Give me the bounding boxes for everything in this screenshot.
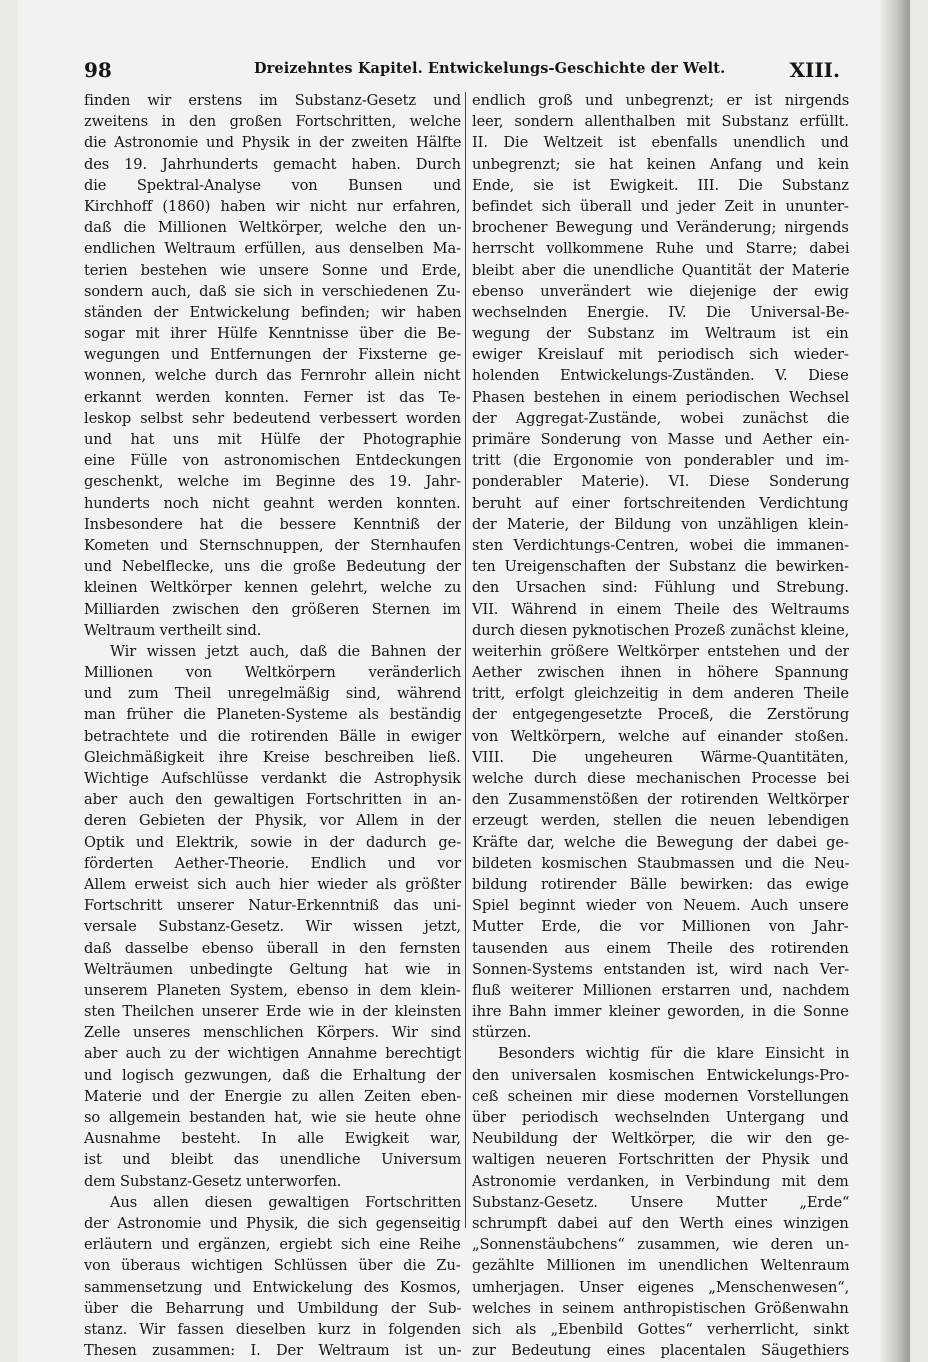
text-line: Ende, sie ist Ewigkeit. III. Die Substanz	[472, 176, 849, 194]
text-line: unbegrenzt; sie hat keinen Anfang und kein	[472, 155, 849, 173]
text-line: wegungen und Entfernungen der Fixsterne ge-	[84, 346, 461, 364]
text-line: terien bestehen wie unsere Sonne und Erde,	[84, 261, 461, 279]
text-line: ewiger Kreislauf mit periodisch sich wieder-	[472, 346, 849, 364]
text-line: über periodisch wechselnden Untergang und	[472, 1109, 849, 1126]
text-line: schrumpft dabei auf den Werth eines winzigen	[472, 1214, 849, 1232]
column-divider	[465, 92, 466, 1228]
text-line: Mutter Erde, die vor Millionen von Jahr-	[472, 918, 849, 936]
text-line: durch diesen pyknotischen Prozeß zunächst kleine,	[472, 621, 849, 639]
text-line: ist und bleibt das unendliche Universum	[84, 1151, 461, 1169]
text-line: erkannt werden konnten. Ferner ist das Te-	[84, 388, 461, 406]
text-line: und Nebelflecke, uns die große Bedeutung der	[84, 558, 461, 576]
text-line: stanz. Wir fassen dieselben kurz in folgenden	[84, 1320, 461, 1338]
text-line: leskop selbst sehr bedeutend verbessert worden	[84, 409, 461, 427]
text-line: Ausnahme besteht. In alle Ewigkeit war,	[84, 1130, 461, 1148]
text-line: zweitens in den großen Fortschritten, welche	[84, 113, 461, 131]
text-line: ihre Bahn immer kleiner geworden, in die Sonne	[472, 1003, 849, 1021]
text-line: und hat uns mit Hülfe der Photographie	[84, 431, 461, 448]
text-line: Millionen von Weltkörpern veränderlich	[84, 664, 461, 682]
text-line: Zelle unseres menschlichen Körpers. Wir sind	[84, 1024, 461, 1042]
text-line: hunderts noch nicht geahnt werden konnten.	[84, 494, 461, 512]
text-line: Optik und Elektrik, sowie in der dadurch ge-	[84, 833, 461, 851]
text-line: herrscht vollkommene Ruhe und Starre; dabei	[472, 240, 849, 258]
text-line: „Sonnenstäubchens“ zusammen, wie deren un-	[472, 1236, 849, 1254]
page-header	[84, 58, 840, 84]
text-line: Thesen zusammen: I. Der Weltraum ist un-	[84, 1342, 461, 1360]
text-line: tausenden aus einem Theile des rotirenden	[472, 939, 849, 957]
text-line: Weltraum vertheilt sind.	[84, 621, 262, 639]
text-line: Phasen bestehen in einem periodischen Wechsel	[472, 388, 849, 406]
text-line: und zum Theil unregelmäßig sind, während	[84, 685, 461, 703]
text-line: gezählte Millionen im unendlichen Weltenraum	[472, 1257, 849, 1275]
text-line: daß dasselbe ebenso überall in den fernsten	[84, 939, 461, 957]
text-line: ebenso unverändert wie diejenige der ewig	[472, 282, 849, 300]
text-line: Wir wissen jetzt auch, daß die Bahnen der	[110, 642, 461, 660]
text-line: aber auch zu der wichtigen Annahme berechtigt	[84, 1045, 461, 1063]
text-line: tritt (die Ergonomie von ponderabler und im-	[472, 452, 849, 470]
text-line: bildung rotirender Bälle bewirken: das ewige	[472, 875, 849, 893]
text-line: umherjagen. Unser eigenes „Menschenwesen“,	[472, 1278, 849, 1296]
text-line: der Astronomie und Physik, die sich gegenseitig	[84, 1214, 461, 1232]
text-line: endlich groß und unbegrenzt; er ist nirgends	[472, 92, 849, 109]
text-line: endlichen Weltraum erfüllen, aus denselben Ma-	[84, 240, 461, 258]
text-line: wechselnden Energie. IV. Die Universal-Be-	[472, 303, 849, 321]
text-line: Welträumen unbedingte Geltung hat wie in	[84, 960, 461, 978]
text-line: man früher die Planeten-Systeme als beständig	[84, 706, 461, 724]
text-line: der Aggregat-Zustände, wobei zunächst die	[472, 409, 849, 427]
text-line: brochener Bewegung und Veränderung; nirgends	[472, 219, 849, 237]
text-line: weiterhin größere Weltkörper entstehen und der	[472, 642, 849, 660]
text-line: sich als „Ebenbild Gottes“ verherrlicht, sinkt	[472, 1320, 849, 1338]
text-line: bleibt aber die unendliche Quantität der Materie	[472, 261, 849, 279]
text-line: Aus allen diesen gewaltigen Fortschritten	[110, 1193, 461, 1211]
text-line: Materie und der Energie zu allen Zeiten eben-	[84, 1087, 461, 1105]
text-line: ständen der Entwickelung befinden; wir haben	[84, 303, 461, 321]
text-line: erläutern und ergänzen, ergiebt sich eine Reihe	[84, 1236, 461, 1254]
text-line: den universalen kosmischen Entwickelungs-Pro-	[472, 1066, 849, 1084]
text-line: Wichtige Aufschlüsse verdankt die Astrophysik	[84, 770, 461, 787]
running-head: Dreizehntes Kapitel. Entwickelungs-Geschichte der Welt.	[254, 60, 726, 77]
text-line: über die Beharrung und Umbildung der Sub-	[84, 1299, 461, 1317]
text-line: bildeten kosmischen Staubmassen und die Neu-	[472, 854, 849, 872]
text-line: deren Gebieten der Physik, vor Allem in der	[84, 812, 461, 830]
text-line: kleinen Weltkörper kennen gelehrt, welche zu	[84, 579, 461, 597]
text-line: den Zusammenstößen der rotirenden Weltkörper	[472, 791, 849, 809]
text-line: aber auch den gewaltigen Fortschritten in an-	[84, 791, 461, 809]
chapter-number: XIII.	[789, 58, 840, 82]
text-line: ceß scheinen mir diese modernen Vorstellungen	[472, 1087, 849, 1105]
text-line: wegung der Substanz im Weltraum ist ein	[472, 325, 849, 343]
text-line: der entgegengesetzte Proceß, die Zerstörung	[472, 706, 849, 724]
text-line: sammensetzung und Entwickelung des Kosmos,	[84, 1278, 461, 1296]
text-line: die Astronomie und Physik in der zweiten Hälfte	[84, 134, 461, 152]
text-line: Aether zwischen ihnen in höhere Spannung	[472, 664, 849, 682]
text-line: versale Substanz-Gesetz. Wir wissen jetzt,	[84, 918, 461, 936]
text-line: den Ursachen sind: Fühlung und Strebung.	[472, 579, 849, 597]
text-line: Fortschritt unserer Natur-Erkenntniß das uni-	[84, 897, 461, 915]
text-line: II. Die Weltzeit ist ebenfalls unendlich und	[472, 134, 849, 152]
text-line: so allgemein bestanden hat, wie sie heute ohne	[84, 1109, 461, 1126]
text-line: VII. Während in einem Theile des Weltraums	[472, 600, 849, 618]
text-line: der Materie, der Bildung von unzähligen klein-	[472, 515, 849, 533]
text-line: Allem erweist sich auch hier wieder als größter	[84, 875, 461, 893]
text-line: Kräfte dar, welche die Bewegung der dabei ge-	[472, 833, 849, 851]
right-text-column	[472, 90, 849, 1361]
text-line: befindet sich überall und jeder Zeit in ununter-	[472, 197, 849, 215]
left-text-column	[84, 90, 461, 1361]
text-line: eine Fülle von astronomischen Entdeckungen	[84, 452, 461, 470]
text-line: betrachtete und die rotirenden Bälle in ewiger	[84, 727, 461, 745]
text-line: beruht auf einer fortschreitenden Verdichtung	[472, 494, 849, 512]
text-line: dem Substanz-Gesetz unterworfen.	[84, 1172, 342, 1190]
text-line: daß die Millionen Weltkörper, welche den un-	[84, 219, 461, 237]
text-line: tritt, erfolgt gleichzeitig in dem anderen Theile	[472, 685, 849, 703]
text-line: VIII. Die ungeheuren Wärme-Quantitäten,	[472, 748, 849, 766]
text-line: des 19. Jahrhunderts gemacht haben. Durch	[84, 155, 461, 173]
page-number: 98	[84, 58, 112, 82]
text-line: von Weltkörpern, welche auf einander stoßen.	[472, 727, 849, 745]
text-line: welches in seinem anthropistischen Größenwahn	[472, 1299, 849, 1317]
text-line: Spiel beginnt wieder von Neuem. Auch unsere	[472, 897, 849, 915]
text-line: zur Bedeutung eines placentalen Säugethiers	[472, 1342, 849, 1360]
text-line: erzeugt werden, stellen die neuen lebendigen	[472, 812, 849, 830]
text-line: sten Verdichtungs-Centren, wobei die immanen-	[472, 536, 849, 554]
text-line: Neubildung der Weltkörper, die wir den ge-	[472, 1130, 849, 1148]
text-line: sogar mit ihrer Hülfe Kenntnisse über die Be-	[84, 325, 461, 343]
text-line: Kometen und Sternschnuppen, der Sternhaufen	[84, 536, 461, 554]
text-line: primäre Sonderung von Masse und Aether ein-	[472, 431, 849, 448]
text-line: Milliarden zwischen den größeren Sternen im	[84, 600, 461, 618]
text-line: welche durch diese mechanischen Processe bei	[472, 770, 849, 787]
text-line: geschenkt, welche im Beginne des 19. Jahr-	[84, 473, 461, 491]
text-line: holenden Entwickelungs-Zuständen. V. Diese	[472, 367, 849, 385]
text-line: unserem Planeten System, ebenso in dem klein-	[84, 981, 461, 999]
text-line: Substanz-Gesetz. Unsere Mutter „Erde“	[472, 1193, 849, 1211]
text-line: waltigen neueren Fortschritten der Physik und	[472, 1151, 849, 1169]
text-line: fluß weiterer Millionen erstarren und, nachdem	[472, 981, 849, 999]
text-line: und logisch gezwungen, daß die Erhaltung der	[84, 1066, 461, 1084]
text-line: Gleichmäßigkeit ihre Kreise beschreiben ließ.	[84, 748, 461, 766]
text-line: Sonnen-Systems entstanden ist, wird nach Ver-	[472, 960, 849, 978]
text-line: ten Ureigenschaften der Substanz die bewirken-	[472, 558, 849, 576]
page-gutter-shadow	[880, 0, 910, 1362]
text-line: ponderabler Materie). VI. Diese Sonderung	[472, 473, 849, 491]
text-line: sondern auch, daß sie sich in verschiedenen Zu-	[84, 282, 461, 300]
text-line: die Spektral-Analyse von Bunsen und	[84, 176, 461, 194]
text-line: wonnen, welche durch das Fernrohr allein nicht	[84, 367, 461, 385]
text-line: leer, sondern allenthalben mit Substanz erfüllt.	[472, 113, 849, 131]
text-line: Kirchhoff (1860) haben wir nicht nur erfahren,	[84, 197, 461, 215]
text-line: von überaus wichtigen Schlüssen über die Zu-	[84, 1257, 461, 1275]
text-line: Astronomie verdanken, in Verbindung mit dem	[472, 1172, 849, 1190]
text-line: förderten Aether-Theorie. Endlich und vor	[84, 854, 461, 872]
text-line: Besonders wichtig für die klare Einsicht in	[498, 1045, 849, 1063]
text-line: stürzen.	[472, 1024, 532, 1042]
text-line: sten Theilchen unserer Erde wie in der kleinsten	[84, 1003, 461, 1021]
text-line: Insbesondere hat die bessere Kenntniß der	[84, 515, 461, 533]
text-line: finden wir erstens im Substanz-Gesetz und	[84, 92, 461, 109]
